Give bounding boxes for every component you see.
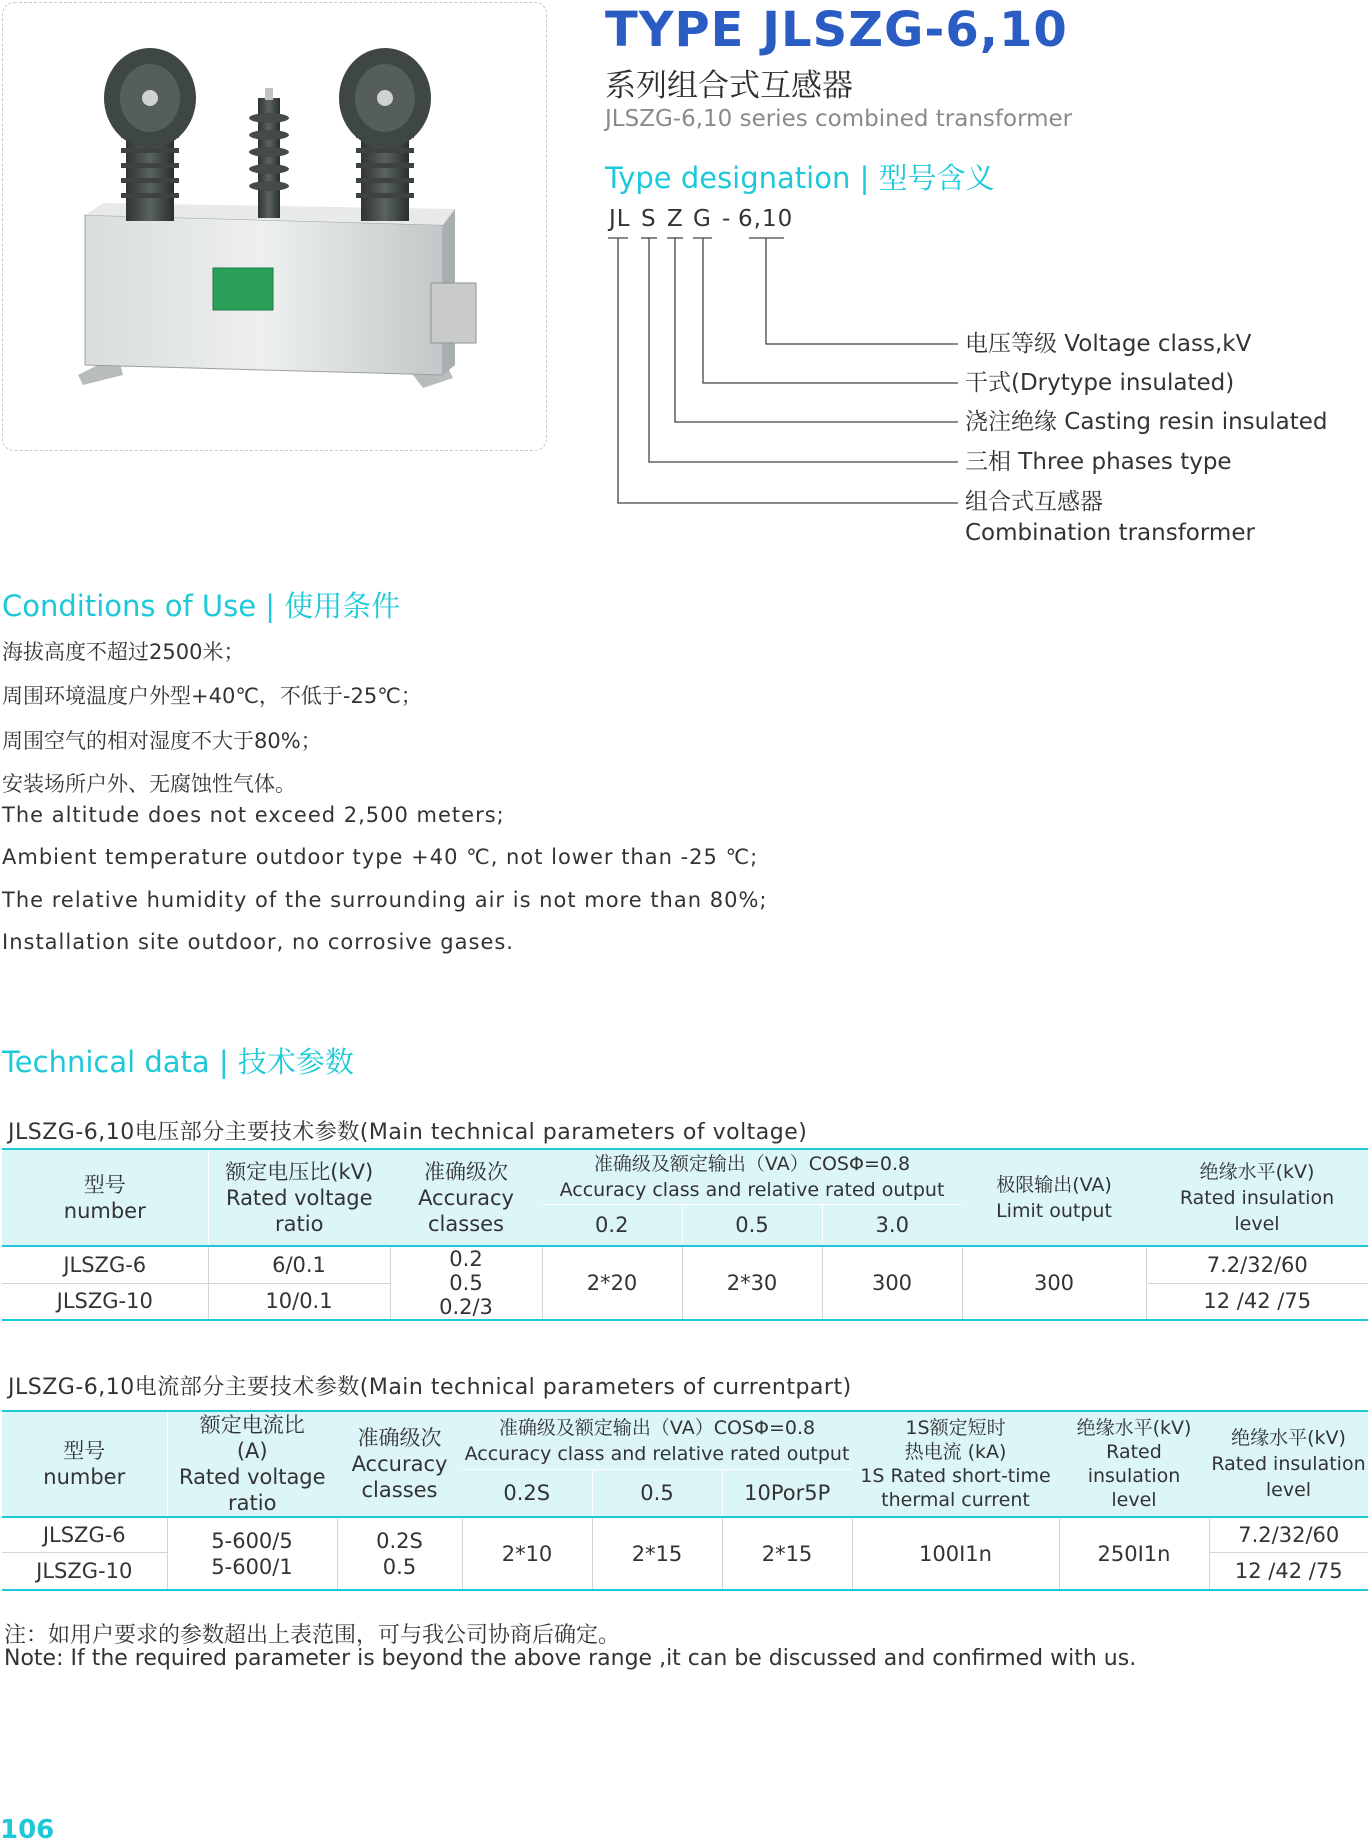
c-dynamic: 250I1n	[1059, 1517, 1209, 1590]
c-acc-en: Accuracy	[351, 1452, 448, 1476]
code-dash: -	[722, 206, 732, 232]
technical-heading: Technical data | 技术参数	[2, 1045, 354, 1079]
v-row1-ins: 7.2/32/60	[1206, 1252, 1308, 1277]
legend-casting-resin: 浇注绝缘 Casting resin insulated	[965, 409, 1328, 435]
note-en: Note: If the required parameter is beyond the above range ,it can be discussed and confirmed with us.	[4, 1646, 1137, 1671]
legend-voltage-class: 电压等级 Voltage class,kV	[965, 331, 1252, 357]
condition-cn-1: 海拔高度不超过2500米；	[2, 640, 245, 664]
v-ratio-en2: ratio	[275, 1211, 324, 1236]
c-col-output	[462, 1411, 852, 1470]
v-acc-val3: 0.2/3	[439, 1295, 493, 1319]
v-accuracy-cell	[390, 1246, 542, 1320]
legend-three-phases: 三相 Three phases type	[965, 449, 1232, 475]
v-type-en: number	[63, 1198, 146, 1223]
c-thermal-en2: thermal current	[881, 1489, 1030, 1511]
conditions-heading: Conditions of Use | 使用条件	[2, 589, 401, 623]
c-acc-val2: 0.5	[382, 1554, 417, 1579]
c-out2: 2*15	[592, 1517, 722, 1590]
c-acc-en2: classes	[361, 1478, 438, 1502]
voltage-table-caption: JLSZG-6,10电压部分主要技术参数(Main technical parameters of voltage)	[8, 1120, 808, 1145]
c-ins2-en: Rated insulation	[1211, 1453, 1366, 1475]
v-col-limit	[962, 1149, 1146, 1246]
c-output-cn: 准确级及额定输出（VA）COSΦ=0.8	[498, 1416, 816, 1439]
c-col-type	[2, 1411, 167, 1517]
c-type-en: number	[43, 1465, 126, 1489]
legend-drytype: 干式(Drytype insulated)	[965, 370, 1235, 396]
c-sub-0-2s: 0.2S	[462, 1470, 592, 1517]
c-row1-type: JLSZG-6	[2, 1517, 167, 1552]
condition-en-1: The altitude does not exceed 2,500 meters;	[2, 803, 505, 827]
c-ratio-en2: ratio	[228, 1491, 277, 1515]
v-type-cn: 型号	[83, 1172, 126, 1197]
v-row1-type: JLSZG-6	[2, 1246, 208, 1283]
v-out1: 2*20	[542, 1246, 682, 1320]
c-col-ratio	[167, 1411, 337, 1517]
c-ins1-en: Rated	[1106, 1441, 1162, 1463]
c-acc-val1: 0.2S	[376, 1528, 423, 1553]
condition-en-3: The relative humidity of the surrounding air is not more than 80%;	[2, 888, 768, 912]
code-g: G	[693, 206, 712, 232]
table-row	[2, 1517, 1368, 1552]
c-col-insulation-1	[1059, 1411, 1209, 1517]
code-jl: JL	[609, 206, 631, 232]
c-ratio-val2: 5-600/1	[211, 1554, 293, 1579]
v-sub-0-5: 0.5	[682, 1204, 822, 1246]
v-ratio-en: Rated voltage	[225, 1185, 373, 1210]
v-acc-en2: classes	[428, 1211, 504, 1236]
subtitle-english: JLSZG-6,10 series combined transformer	[605, 106, 1073, 132]
voltage-table	[2, 1148, 1368, 1321]
v-limit: 300	[962, 1246, 1146, 1320]
v-col-ratio	[208, 1149, 390, 1246]
v-acc-cn: 准确级次	[424, 1159, 508, 1184]
c-ins2-en2: level	[1265, 1479, 1312, 1501]
v-sub-0-2: 0.2	[542, 1204, 682, 1246]
v-ins-en2: level	[1234, 1212, 1280, 1235]
v-col-insulation	[1146, 1149, 1368, 1246]
v-col-output	[542, 1149, 962, 1204]
c-acc-cn: 准确级次	[357, 1426, 442, 1450]
condition-cn-2: 周围环境温度户外型+40℃，不低于-25℃；	[2, 684, 422, 708]
current-table	[2, 1410, 1368, 1591]
v-limit-en: Limit output	[996, 1199, 1112, 1222]
c-col-thermal	[852, 1411, 1059, 1517]
condition-en-2: Ambient temperature outdoor type +40 ℃, not lower than -25 ℃;	[2, 845, 759, 869]
v-col-accuracy	[390, 1149, 542, 1246]
note-cn: 注：如用户要求的参数超出上表范围，可与我公司协商后确定。	[4, 1623, 621, 1648]
c-type-cn: 型号	[63, 1439, 106, 1463]
c-ins2-cn: 绝缘水平(kV)	[1231, 1427, 1346, 1449]
v-acc-val2: 0.5	[449, 1271, 483, 1295]
c-thermal-cn2: 热电流 (kA)	[904, 1441, 1007, 1463]
v-acc-en: Accuracy	[418, 1185, 514, 1210]
v-output-en: Accuracy class and relative rated output	[559, 1178, 945, 1201]
v-ratio-cn: 额定电压比(kV)	[225, 1159, 374, 1184]
condition-cn-3: 周围空气的相对湿度不大于80%；	[2, 729, 322, 753]
v-output-cn: 准确级及额定输出（VA）COSΦ=0.8	[593, 1152, 911, 1175]
legend-combination-cn: 组合式互感器	[965, 489, 1103, 515]
c-ratio-cell	[167, 1517, 337, 1590]
c-col-accuracy	[337, 1411, 462, 1517]
c-ins1-cn: 绝缘水平(kV)	[1076, 1417, 1192, 1439]
c-accuracy-cell	[337, 1517, 462, 1590]
v-sub-3-0: 3.0	[822, 1204, 962, 1246]
product-title: TYPE JLSZG-6,10	[605, 2, 1068, 58]
v-col-type	[2, 1149, 208, 1246]
v-row2-ratio: 10/0.1	[208, 1283, 390, 1320]
c-sub-0-5: 0.5	[592, 1470, 722, 1517]
type-designation-heading: Type designation | 型号含义	[605, 161, 995, 195]
c-row1-ins: 7.2/32/60	[1238, 1522, 1340, 1547]
v-row1-ratio: 6/0.1	[208, 1246, 390, 1283]
current-table-caption: JLSZG-6,10电流部分主要技术参数(Main technical parameters of currentpart)	[8, 1375, 852, 1400]
v-ins-cn: 绝缘水平(kV)	[1199, 1160, 1315, 1183]
c-sub-10p: 10Por5P	[722, 1470, 852, 1517]
v-out3: 300	[822, 1246, 962, 1320]
condition-en-4: Installation site outdoor, no corrosive gases.	[2, 930, 514, 954]
c-row2-ins: 12 /42 /75	[1234, 1558, 1343, 1583]
c-ratio-unit: (A)	[236, 1439, 268, 1463]
c-col-insulation-2	[1209, 1411, 1368, 1517]
legend-combination-en: Combination transformer	[965, 520, 1255, 546]
v-out2: 2*30	[682, 1246, 822, 1320]
page-number: 106	[0, 1815, 55, 1845]
v-ins-en: Rated insulation	[1179, 1186, 1335, 1209]
code-voltage: 6,10	[738, 206, 794, 232]
code-z: Z	[667, 206, 684, 232]
c-ins1-en3: level	[1111, 1489, 1157, 1511]
condition-cn-4: 安装场所户外、无腐蚀性气体。	[2, 772, 296, 796]
subtitle-chinese: 系列组合式互感器	[605, 68, 853, 104]
c-out3: 2*15	[722, 1517, 852, 1590]
v-limit-cn: 极限输出(VA)	[996, 1173, 1112, 1196]
c-ratio-en: Rated voltage	[178, 1465, 326, 1489]
c-thermal: 100I1n	[852, 1517, 1059, 1590]
table-row	[2, 1246, 1368, 1283]
v-row2-ins: 12 /42 /75	[1203, 1289, 1312, 1314]
c-thermal-en1: 1S Rated short-time	[860, 1465, 1051, 1487]
c-ins1-en2: insulation	[1087, 1465, 1181, 1487]
c-ratio-cn: 额定电流比	[199, 1413, 305, 1437]
c-ratio-val1: 5-600/5	[211, 1528, 293, 1553]
c-row2-type: JLSZG-10	[2, 1552, 167, 1590]
v-row2-type: JLSZG-10	[2, 1283, 208, 1320]
c-out1: 2*10	[462, 1517, 592, 1590]
code-s: S	[641, 206, 657, 232]
c-output-en: Accuracy class and relative rated output	[464, 1442, 850, 1465]
v-acc-val1: 0.2	[449, 1247, 483, 1271]
c-thermal-cn1: 1S额定短时	[905, 1417, 1006, 1439]
